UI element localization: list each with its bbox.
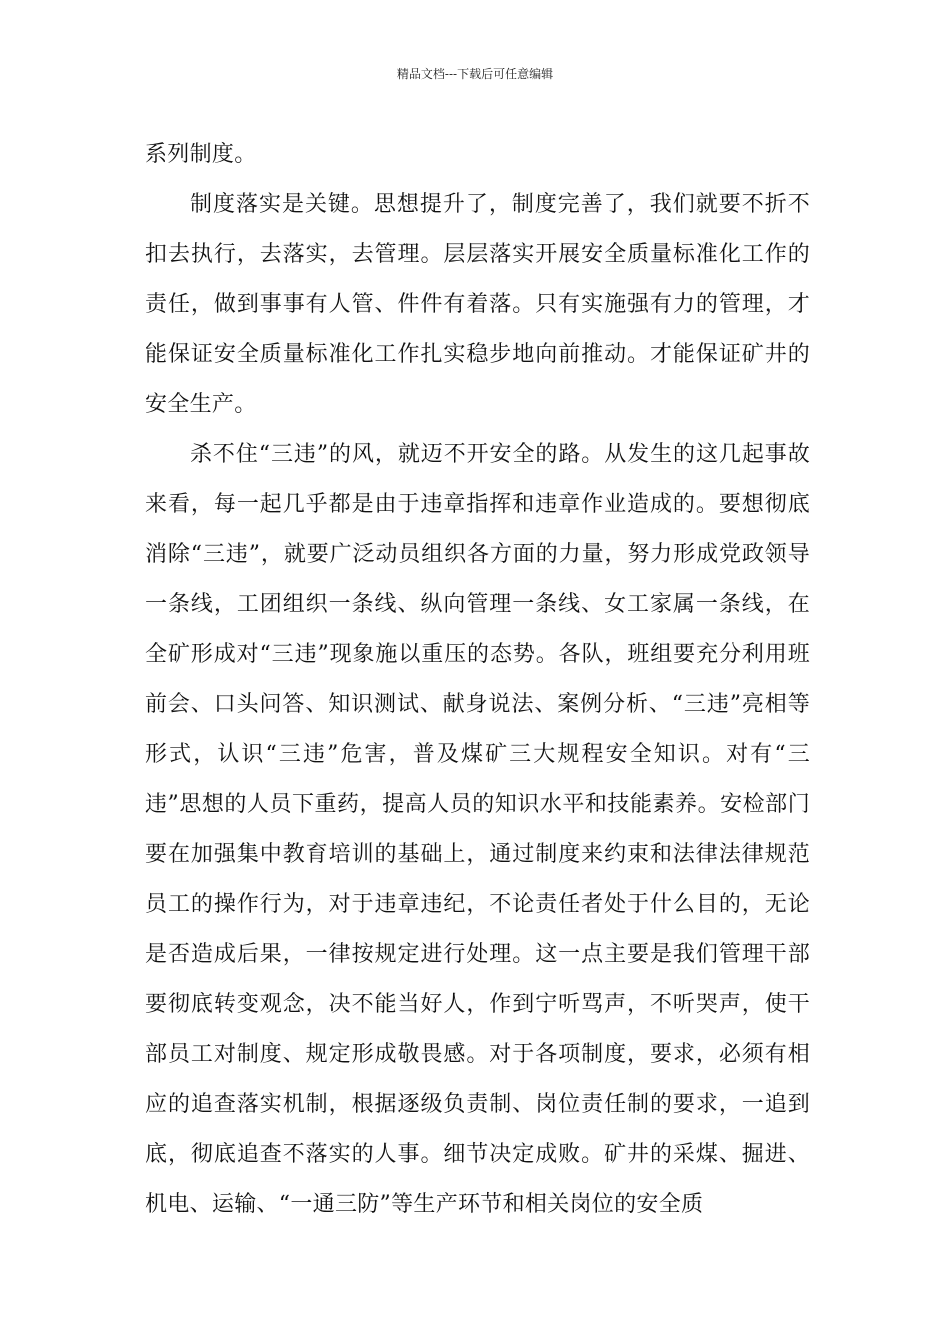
paragraph-system-implementation: 制度落实是关键。思想提升了，制度完善了，我们就要不折不扣去执行，去落实，去管理。层层落实开展安全质量标准化工作的责任，做到事事有人管、件件有着落。只有实施强有力的管理，才能保证安全质量标准化工作扎实稳步地向前推动。才能保证矿井的安全生产。 <box>145 192 810 417</box>
paragraph-continuation: 系列制度。 <box>145 142 257 167</box>
paragraph-three-violations: 杀不住“三违”的风，就迈不开安全的路。从发生的这几起事故来看，每一起几乎都是由于违章指挥和违章作业造成的。要想彻底消除“三违”，就要广泛动员组织各方面的力量，努力形成党政领导一条线，工团组织一条线、纵向管理一条线、女工家属一条线，在全矿形成对“三违”现象施以重压的态势。各队，班组要充分利用班前会、口头问答、知识测试、献身说法、案例分析、“三违”亮相等形式，认识“三违”危害，普及煤矿三大规程安全知识。对有“三违”思想的人员下重药，提高人员的知识水平和技能素养。安检部门要在加强集中教育培训的基础上，通过制度来约束和法律法律规范员工的操作行为，对于违章违纪，不论责任者处于什么目的，无论是否造成后果，一律按规定进行处理。这一点主要是我们管理干部要彻底转变观念，决不能当好人，作到宁听骂声，不听哭声，使干部员工对制度、规定形成敬畏感。对于各项制度，要求，必须有相应的追查落实机制，根据逐级负责制、岗位责任制的要求，一追到底，彻底追查不落实的人事。细节决定成败。矿井的采煤、掘进、机电、运输、“一通三防”等生产环节和相关岗位的安全质 <box>145 442 810 1217</box>
page-header: 精品文档---下载后可任意编辑 <box>396 67 554 81</box>
document-body <box>145 130 810 1230</box>
